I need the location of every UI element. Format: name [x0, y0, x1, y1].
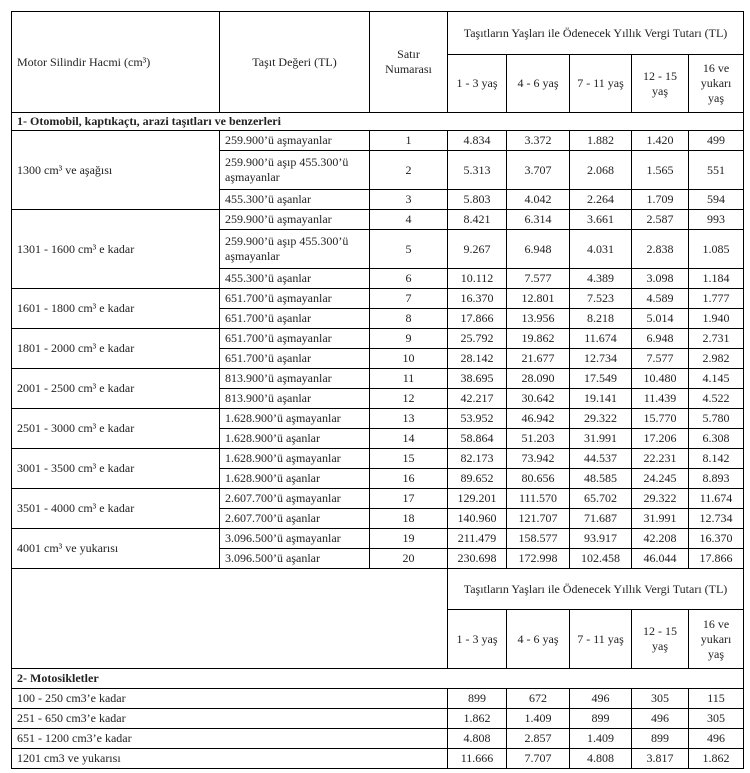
tax-amount-cell: 496 — [632, 709, 689, 729]
tax-amount-cell: 6.948 — [632, 329, 689, 349]
tax-amount-cell: 8.893 — [689, 469, 744, 489]
tax-amount-cell: 2.982 — [689, 349, 744, 369]
row-number-cell: 9 — [370, 329, 448, 349]
tax-amount-cell: 4.042 — [507, 190, 570, 210]
vehicle-value-cell: 259.900’ü aşıp 455.300’ü aşmayanlar — [220, 230, 370, 269]
tax-amount-cell: 73.942 — [507, 449, 570, 469]
tax-amount-cell: 3.707 — [507, 151, 570, 190]
tax-amount-cell: 1.409 — [570, 729, 632, 749]
table-row — [12, 289, 744, 309]
tax-amount-cell: 28.090 — [507, 369, 570, 389]
tax-amount-cell: 6.948 — [507, 230, 570, 269]
age-column-header: 12 - 15 yaş — [632, 610, 689, 669]
row-number-cell: 14 — [370, 429, 448, 449]
row-number-cell: 19 — [370, 529, 448, 549]
tax-amount-cell: 230.698 — [448, 549, 507, 569]
tax-amount-cell: 2.731 — [689, 329, 744, 349]
age-column-header: 1 - 3 yaş — [448, 610, 507, 669]
table-row — [12, 749, 744, 769]
vehicle-value-cell: 651.700’ü aşanlar — [220, 349, 370, 369]
tax-amount-cell: 8.218 — [570, 309, 632, 329]
tax-amount-cell: 899 — [570, 709, 632, 729]
header-row — [12, 569, 744, 610]
tax-amount-cell: 12.801 — [507, 289, 570, 309]
tax-amount-cell: 9.267 — [448, 230, 507, 269]
tax-column-group-header: Taşıtların Yaşları ile Ödenecek Yıllık Vergi Tutarı (TL) — [448, 12, 744, 55]
row-number-cell: 3 — [370, 190, 448, 210]
tax-amount-cell: 4.834 — [448, 131, 507, 151]
row-number-cell: 2 — [370, 151, 448, 190]
tax-amount-cell: 16.370 — [448, 289, 507, 309]
vehicle-value-cell: 3.096.500’ü aşmayanlar — [220, 529, 370, 549]
vehicle-value-cell: 259.900’ü aşıp 455.300’ü aşmayanlar — [220, 151, 370, 190]
row-number-cell: 13 — [370, 409, 448, 429]
engine-capacity-cell: 100 - 250 cm3’e kadar — [12, 689, 448, 709]
engine-capacity-cell: 2001 - 2500 cm³ e kadar — [12, 369, 220, 409]
tax-amount-cell: 5.803 — [448, 190, 507, 210]
vehicle-value-cell: 813.900’ü aşanlar — [220, 389, 370, 409]
tax-amount-cell: 11.439 — [632, 389, 689, 409]
vehicle-value-cell: 455.300’ü aşanlar — [220, 269, 370, 289]
engine-capacity-cell: 1801 - 2000 cm³ e kadar — [12, 329, 220, 369]
tax-amount-cell: 111.570 — [507, 489, 570, 509]
tax-amount-cell: 28.142 — [448, 349, 507, 369]
tax-amount-cell: 24.245 — [632, 469, 689, 489]
tax-amount-cell: 42.217 — [448, 389, 507, 409]
tax-amount-cell: 5.780 — [689, 409, 744, 429]
tax-amount-cell: 899 — [448, 689, 507, 709]
tax-amount-cell: 65.702 — [570, 489, 632, 509]
tax-amount-cell: 71.687 — [570, 509, 632, 529]
tax-amount-cell: 305 — [689, 709, 744, 729]
tax-amount-cell: 115 — [689, 689, 744, 709]
tax-amount-cell: 58.864 — [448, 429, 507, 449]
tax-amount-cell: 21.677 — [507, 349, 570, 369]
tax-amount-cell: 4.145 — [689, 369, 744, 389]
table-row — [12, 729, 744, 749]
tax-amount-cell: 8.142 — [689, 449, 744, 469]
tax-amount-cell: 2.857 — [507, 729, 570, 749]
tax-amount-cell: 22.231 — [632, 449, 689, 469]
tax-amount-cell: 4.522 — [689, 389, 744, 409]
row-number-cell: 7 — [370, 289, 448, 309]
engine-capacity-cell: 1601 - 1800 cm³ e kadar — [12, 289, 220, 329]
tax-amount-cell: 594 — [689, 190, 744, 210]
tax-amount-cell: 17.866 — [689, 549, 744, 569]
tax-amount-cell: 13.956 — [507, 309, 570, 329]
tax-amount-cell: 7.577 — [507, 269, 570, 289]
tax-amount-cell: 7.707 — [507, 749, 570, 769]
vehicle-value-cell: 1.628.900’ü aşanlar — [220, 429, 370, 449]
row-number-cell: 8 — [370, 309, 448, 329]
tax-amount-cell: 11.674 — [689, 489, 744, 509]
tax-amount-cell: 121.707 — [507, 509, 570, 529]
engine-capacity-cell: 3001 - 3500 cm³ e kadar — [12, 449, 220, 489]
vehicle-tax-table — [11, 11, 744, 769]
tax-amount-cell: 993 — [689, 210, 744, 230]
tax-amount-cell: 8.421 — [448, 210, 507, 230]
row-number-cell: 1 — [370, 131, 448, 151]
tax-amount-cell: 19.141 — [570, 389, 632, 409]
tax-amount-cell: 7.577 — [632, 349, 689, 369]
tax-amount-cell: 46.942 — [507, 409, 570, 429]
tax-amount-cell: 102.458 — [570, 549, 632, 569]
engine-column-header: Motor Silindir Hacmi (cm³) — [12, 12, 220, 113]
tax-amount-cell: 10.480 — [632, 369, 689, 389]
vehicle-value-cell: 1.628.900’ü aşmayanlar — [220, 409, 370, 429]
tax-amount-cell: 15.770 — [632, 409, 689, 429]
tax-amount-cell: 1.409 — [507, 709, 570, 729]
tax-amount-cell: 496 — [570, 689, 632, 709]
tax-amount-cell: 1.862 — [448, 709, 507, 729]
tax-amount-cell: 3.098 — [632, 269, 689, 289]
tax-amount-cell: 46.044 — [632, 549, 689, 569]
vehicle-value-cell: 813.900’ü aşmayanlar — [220, 369, 370, 389]
tax-amount-cell: 4.808 — [448, 729, 507, 749]
tax-amount-cell: 129.201 — [448, 489, 507, 509]
tax-amount-cell: 1.882 — [570, 131, 632, 151]
engine-capacity-cell: 1300 cm³ ve aşağısı — [12, 131, 220, 210]
engine-capacity-cell: 4001 cm³ ve yukarısı — [12, 529, 220, 569]
tax-amount-cell: 17.549 — [570, 369, 632, 389]
tax-amount-cell: 11.674 — [570, 329, 632, 349]
table-row — [12, 409, 744, 429]
tax-amount-cell: 12.734 — [689, 509, 744, 529]
tax-amount-cell: 899 — [632, 729, 689, 749]
row-number-cell: 18 — [370, 509, 448, 529]
tax-amount-cell: 1.940 — [689, 309, 744, 329]
tax-amount-cell: 2.838 — [632, 230, 689, 269]
tax-amount-cell: 31.991 — [570, 429, 632, 449]
table-row — [12, 489, 744, 509]
tax-amount-cell: 672 — [507, 689, 570, 709]
row-number-cell: 5 — [370, 230, 448, 269]
tax-amount-cell: 3.661 — [570, 210, 632, 230]
table-row — [12, 131, 744, 151]
tax-amount-cell: 3.817 — [632, 749, 689, 769]
tax-amount-cell: 4.031 — [570, 230, 632, 269]
tax-amount-cell: 499 — [689, 131, 744, 151]
tax-amount-cell: 19.862 — [507, 329, 570, 349]
tax-amount-cell: 5.014 — [632, 309, 689, 329]
tax-amount-cell: 80.656 — [507, 469, 570, 489]
tax-amount-cell: 4.389 — [570, 269, 632, 289]
tax-amount-cell: 53.952 — [448, 409, 507, 429]
vehicle-value-cell: 259.900’ü aşmayanlar — [220, 131, 370, 151]
age-column-header: 16 ve yukarı yaş — [689, 610, 744, 669]
tax-amount-cell: 3.372 — [507, 131, 570, 151]
tax-amount-cell: 1.420 — [632, 131, 689, 151]
tax-amount-cell: 211.479 — [448, 529, 507, 549]
vehicle-value-cell: 3.096.500’ü aşanlar — [220, 549, 370, 569]
row-number-cell: 11 — [370, 369, 448, 389]
tax-amount-cell: 140.960 — [448, 509, 507, 529]
tax-amount-cell: 82.173 — [448, 449, 507, 469]
tax-amount-cell: 172.998 — [507, 549, 570, 569]
tax-amount-cell: 4.808 — [570, 749, 632, 769]
engine-capacity-cell: 251 - 650 cm3’e kadar — [12, 709, 448, 729]
section-row — [12, 669, 744, 689]
vehicle-value-cell: 2.607.700’ü aşanlar — [220, 509, 370, 529]
tax-amount-cell: 42.208 — [632, 529, 689, 549]
tax-amount-cell: 1.565 — [632, 151, 689, 190]
row-number-cell: 17 — [370, 489, 448, 509]
tax-amount-cell: 551 — [689, 151, 744, 190]
vehicle-value-cell: 651.700’ü aşmayanlar — [220, 329, 370, 349]
tax-amount-cell: 7.523 — [570, 289, 632, 309]
engine-capacity-cell: 3501 - 4000 cm³ e kadar — [12, 489, 220, 529]
tax-amount-cell: 1.709 — [632, 190, 689, 210]
engine-capacity-cell: 651 - 1200 cm3’e kadar — [12, 729, 448, 749]
section-title: 1- Otomobil, kaptıkaçtı, arazi taşıtları ve benzerleri — [12, 113, 744, 131]
age-column-header: 16 ve yukarı yaş — [689, 55, 744, 113]
vehicle-value-cell: 2.607.700’ü aşmayanlar — [220, 489, 370, 509]
table-row — [12, 689, 744, 709]
tax-amount-cell: 16.370 — [689, 529, 744, 549]
tax-amount-cell: 48.585 — [570, 469, 632, 489]
tax-amount-cell: 12.734 — [570, 349, 632, 369]
tax-amount-cell: 38.695 — [448, 369, 507, 389]
tax-amount-cell: 2.068 — [570, 151, 632, 190]
tax-amount-cell: 11.666 — [448, 749, 507, 769]
row-number-cell: 20 — [370, 549, 448, 569]
tax-amount-cell: 89.652 — [448, 469, 507, 489]
tax-amount-cell: 17.866 — [448, 309, 507, 329]
tax-amount-cell: 29.322 — [632, 489, 689, 509]
tax-amount-cell: 1.777 — [689, 289, 744, 309]
tax-amount-cell: 30.642 — [507, 389, 570, 409]
age-column-header: 1 - 3 yaş — [448, 55, 507, 113]
row-number-column-header: Satır Numarası — [370, 12, 448, 113]
tax-amount-cell: 17.206 — [632, 429, 689, 449]
row-number-cell: 6 — [370, 269, 448, 289]
tax-amount-cell: 6.308 — [689, 429, 744, 449]
tax-amount-cell: 31.991 — [632, 509, 689, 529]
tax-amount-cell: 51.203 — [507, 429, 570, 449]
age-column-header: 12 - 15 yaş — [632, 55, 689, 113]
empty-header-cell — [12, 569, 448, 669]
tax-amount-cell: 158.577 — [507, 529, 570, 549]
tax-amount-cell: 6.314 — [507, 210, 570, 230]
tax-amount-cell: 25.792 — [448, 329, 507, 349]
tax-column-group-header: Taşıtların Yaşları ile Ödenecek Yıllık Vergi Tutarı (TL) — [448, 569, 744, 610]
table-row — [12, 529, 744, 549]
vehicle-value-cell: 1.628.900’ü aşmayanlar — [220, 449, 370, 469]
engine-capacity-cell: 1201 cm3 ve yukarısı — [12, 749, 448, 769]
table-row — [12, 210, 744, 230]
engine-capacity-cell: 1301 - 1600 cm³ e kadar — [12, 210, 220, 289]
tax-amount-cell: 1.085 — [689, 230, 744, 269]
row-number-cell: 4 — [370, 210, 448, 230]
vehicle-value-cell: 455.300’ü aşanlar — [220, 190, 370, 210]
table-row — [12, 709, 744, 729]
value-column-header: Taşıt Değeri (TL) — [220, 12, 370, 113]
header-row — [12, 12, 744, 55]
tax-amount-cell: 1.862 — [689, 749, 744, 769]
tax-amount-cell: 2.264 — [570, 190, 632, 210]
section-row — [12, 113, 744, 131]
tax-amount-cell: 4.589 — [632, 289, 689, 309]
vehicle-value-cell: 259.900’ü aşmayanlar — [220, 210, 370, 230]
tax-amount-cell: 496 — [689, 729, 744, 749]
age-column-header: 4 - 6 yaş — [507, 55, 570, 113]
tax-amount-cell: 93.917 — [570, 529, 632, 549]
table-row — [12, 329, 744, 349]
vehicle-value-cell: 651.700’ü aşanlar — [220, 309, 370, 329]
section-title: 2- Motosikletler — [12, 669, 744, 689]
tax-amount-cell: 305 — [632, 689, 689, 709]
tax-amount-cell: 2.587 — [632, 210, 689, 230]
tax-amount-cell: 1.184 — [689, 269, 744, 289]
age-column-header: 7 - 11 yaş — [570, 55, 632, 113]
vehicle-value-cell: 1.628.900’ü aşanlar — [220, 469, 370, 489]
table-row — [12, 449, 744, 469]
vehicle-value-cell: 651.700’ü aşmayanlar — [220, 289, 370, 309]
row-number-cell: 16 — [370, 469, 448, 489]
row-number-cell: 12 — [370, 389, 448, 409]
row-number-cell: 10 — [370, 349, 448, 369]
tax-amount-cell: 44.537 — [570, 449, 632, 469]
age-column-header: 7 - 11 yaş — [570, 610, 632, 669]
tax-amount-cell: 29.322 — [570, 409, 632, 429]
table-row — [12, 369, 744, 389]
tax-amount-cell: 5.313 — [448, 151, 507, 190]
row-number-cell: 15 — [370, 449, 448, 469]
tax-amount-cell: 10.112 — [448, 269, 507, 289]
engine-capacity-cell: 2501 - 3000 cm³ e kadar — [12, 409, 220, 449]
age-column-header: 4 - 6 yaş — [507, 610, 570, 669]
